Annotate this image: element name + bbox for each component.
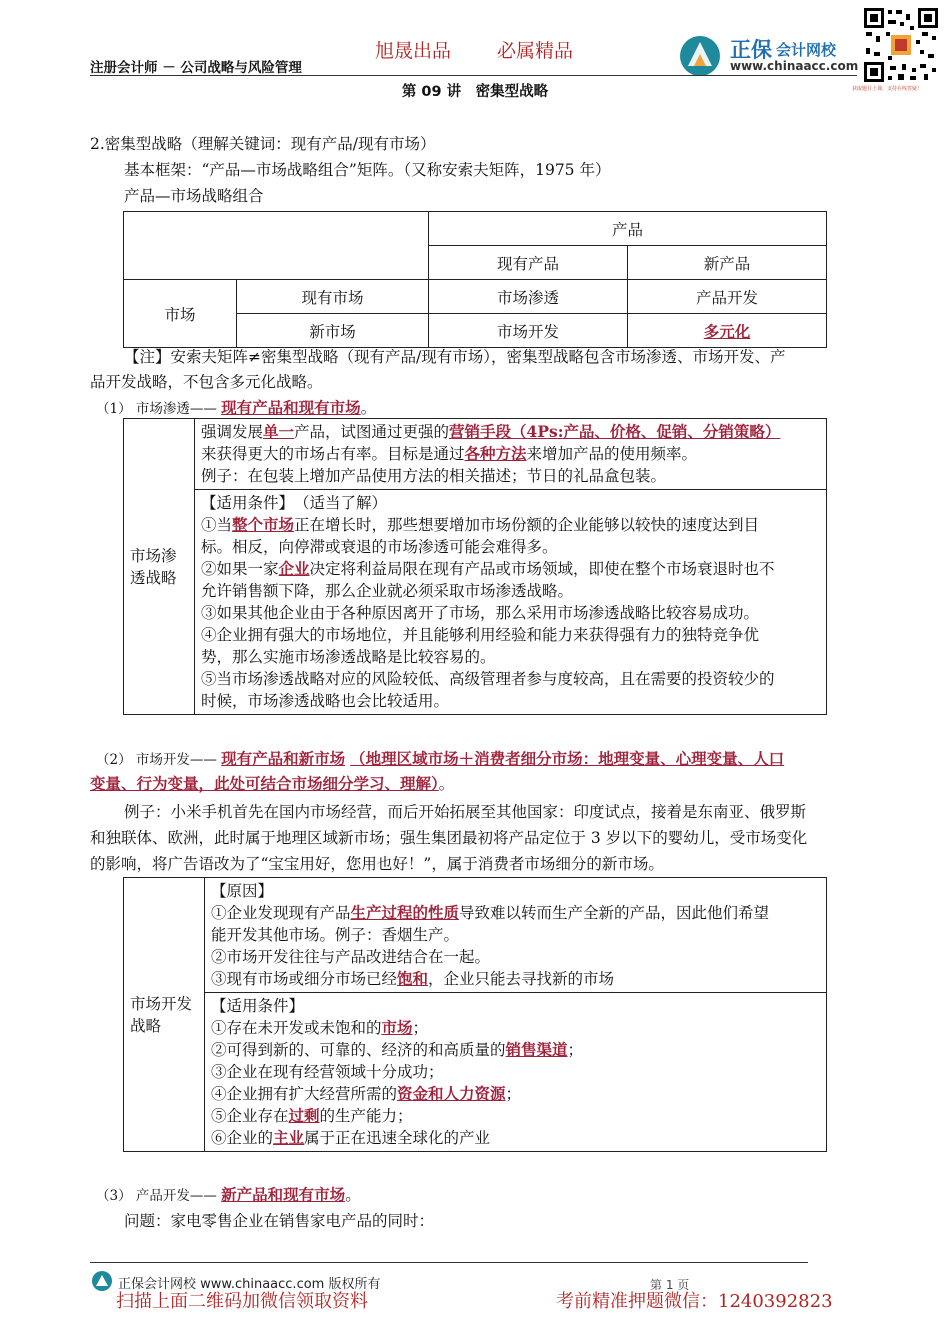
matrix-caption: 产品—市场战略组合 — [124, 187, 264, 205]
market-dev-heading-detail: （地理区域市场＋消费者细分市场：地理变量、心理变量、人口 — [350, 749, 785, 768]
footer-divider — [90, 1262, 808, 1263]
penetration-heading-prefix: （1） 市场渗透—— — [96, 401, 222, 417]
product-dev-heading-key: 新产品和现有市场 — [221, 1185, 346, 1204]
cond-item: ⑤企业存在过剩的生产能力； — [211, 1106, 413, 1125]
note-line2: 品开发战略，不包含多元化战略。 — [90, 373, 323, 391]
matrix-corner — [124, 212, 429, 280]
lecture-title: 第 09 讲 密集型战略 — [401, 84, 549, 100]
cond-item: 时候，市场渗透战略也会比较适用。 — [201, 692, 450, 710]
penetration-conditions — [195, 490, 827, 715]
product-dev-heading-prefix: （3） 产品开发—— — [96, 1188, 222, 1204]
product-dev-question: 问题：家电零售企业在销售家电产品的同时： — [124, 1212, 435, 1230]
header-divider — [90, 75, 857, 76]
matrix-new-market: 新市场 — [237, 314, 429, 348]
cond-item: 允许销售额下降，那么企业就必须采取市场渗透战略。 — [201, 582, 574, 600]
reason-item: ②市场开发往往与产品改进结合在一起。 — [211, 948, 491, 966]
chinaacc-logo — [678, 34, 859, 78]
product-dev-heading-end: 。 — [345, 1186, 361, 1204]
matrix-diversification — [628, 314, 827, 348]
market-dev-label-line: 市场开发 — [130, 994, 193, 1013]
diversification-label: 多元化 — [703, 321, 751, 341]
matrix-existing-product: 现有产品 — [429, 246, 628, 280]
desc-line: 强调发展单一产品，试图通过更强的营销手段（4Ps:产品、价格、促销、分销策略） — [201, 422, 781, 441]
desc-line: 来获得更大的市场占有率。目标是通过各种方法来增加产品的使用频率。 — [201, 444, 698, 463]
logo-sub: 会计网校 — [776, 41, 837, 59]
cond-item: ①当整个市场正在增长时，那些想要增加市场份额的企业能够以较快的速度达到目 — [201, 515, 760, 534]
penetration-heading — [96, 396, 376, 418]
cond-item: ④企业拥有扩大经营所需的资金和人力资源； — [211, 1084, 522, 1103]
section-heading: 2.密集型战略（理解关键词：现有产品/现有市场） — [90, 135, 436, 153]
penetration-label-line: 透战略 — [130, 568, 177, 587]
reason-item: ①企业发现现有产品生产过程的性质导致难以转而生产全新的产品，因此他们希望 — [211, 903, 770, 922]
ansoff-matrix — [123, 211, 827, 348]
cond-item: ②如果一家企业决定将利益局限在现有产品或市场领域，即使在整个市场衰退时也不 — [201, 559, 775, 578]
market-dev-conditions — [205, 993, 827, 1152]
penetration-heading-key: 现有产品和现有市场 — [221, 398, 361, 417]
penetration-label — [124, 419, 195, 715]
market-dev-reasons — [205, 878, 827, 993]
slogan-right: 必属精品 — [497, 40, 574, 62]
qr-caption: 获取题目上课，支持在线答疑！ — [852, 86, 923, 92]
penetration-label-line: 市场渗 — [130, 546, 177, 565]
cond-item: 标。相反，向停滞或衰退的市场渗透可能会难得多。 — [201, 538, 558, 556]
market-dev-example: 的影响，将广告语改为了“宝宝用好，您用也好！”，属于消费者市场细分的新市场。 — [90, 855, 664, 873]
market-dev-heading-cont — [90, 772, 454, 794]
cond-item: 势，那么实施市场渗透战略是比较容易的。 — [201, 648, 496, 666]
logo-url: www.chinaacc.com — [730, 59, 859, 73]
penetration-table — [123, 418, 827, 715]
matrix-product-dev: 产品开发 — [628, 280, 827, 314]
desc-example: 例子：在包装上增加产品使用方法的相关描述；节日的礼品盒包装。 — [201, 467, 667, 485]
penetration-description — [195, 419, 827, 490]
matrix-existing-market: 现有市场 — [237, 280, 429, 314]
logo-name: 正保 — [730, 38, 772, 62]
penetration-heading-end: 。 — [360, 399, 377, 417]
reason-item: 能开发其他市场。例子：香烟生产。 — [211, 926, 460, 944]
course-title: 注册会计师 － 公司战略与风险管理 — [90, 60, 302, 76]
qr-code — [862, 6, 940, 84]
footer-page-number: 第 1 页 — [650, 1278, 690, 1292]
matrix-market-dev: 市场开发 — [429, 314, 628, 348]
cond-item: ⑤当市场渗透战略对应的风险较低、高级管理者参与度较高，且在需要的投资较少的 — [201, 670, 775, 688]
matrix-new-product: 新产品 — [628, 246, 827, 280]
reason-item: ③现有市场或细分市场已经饱和，企业只能去寻找新的市场 — [211, 969, 615, 988]
market-dev-example: 和独联体、欧洲，此时属于地理区域新市场；强生集团最初将产品定位于 3 岁以下的婴幼儿，受市场变化 — [90, 829, 808, 847]
cond-title: 【适用条件】 （适当了解） — [201, 494, 388, 512]
matrix-penetration: 市场渗透 — [429, 280, 628, 314]
product-dev-heading — [96, 1183, 361, 1205]
market-dev-heading — [96, 746, 861, 773]
logo-emblem-icon — [678, 34, 724, 78]
cond-item: ①存在未开发或未饱和的市场； — [211, 1018, 429, 1037]
footer-promo-left: 扫描上面二维码加微信领取资料 — [116, 1291, 368, 1312]
cond-item: ③如果其他企业由于各种原因离开了市场，那么采用市场渗透战略比较容易成功。 — [201, 604, 760, 622]
slogan-left: 旭晟出品 — [375, 40, 452, 62]
footer-copyright: 正保会计网校 www.chinaacc.com 版权所有 — [118, 1277, 381, 1292]
market-dev-label — [124, 878, 205, 1152]
matrix-product-header: 产品 — [429, 212, 827, 246]
reason-title: 【原因】 — [211, 882, 274, 900]
market-dev-table — [123, 877, 827, 1152]
footer-logo-icon — [91, 1270, 113, 1292]
cond-item: ②可得到新的、可靠的、经济的和高质量的销售渠道； — [211, 1040, 584, 1059]
cond-item: ④企业拥有强大的市场地位，并且能够利用经验和能力来获得强有力的独特竞争优 — [201, 626, 760, 644]
matrix-market-header: 市场 — [124, 280, 237, 348]
note-line1: 【注】安索夫矩阵≠密集型战略（现有产品/现有市场），密集型战略包含市场渗透、市场开发、产 — [124, 348, 786, 366]
market-dev-example: 例子：小米手机首先在国内市场经营，而后开始拓展至其他国家：印度试点，接着是东南亚、俄罗斯 — [124, 803, 807, 821]
cond-item: ⑥企业的主业属于正在迅速全球化的产业 — [211, 1128, 491, 1147]
cond-title: 【适用条件】 — [211, 997, 305, 1015]
footer-promo-right: 考前精准押题微信：1240392823 — [556, 1291, 833, 1312]
market-dev-heading-detail: 变量、行为变量，此处可结合市场细分学习、理解） — [90, 774, 439, 793]
market-dev-label-line: 战略 — [130, 1016, 162, 1035]
market-dev-heading-key: 现有产品和新市场 — [221, 749, 346, 768]
market-dev-heading-end: 。 — [438, 775, 455, 793]
framework-text: 基本框架：“产品—市场战略组合”矩阵。（又称安索夫矩阵，1975 年） — [124, 161, 611, 179]
cond-item: ③企业在现有经营领域十分成功； — [211, 1063, 444, 1081]
market-dev-heading-prefix: （2） 市场开发—— — [96, 752, 222, 768]
